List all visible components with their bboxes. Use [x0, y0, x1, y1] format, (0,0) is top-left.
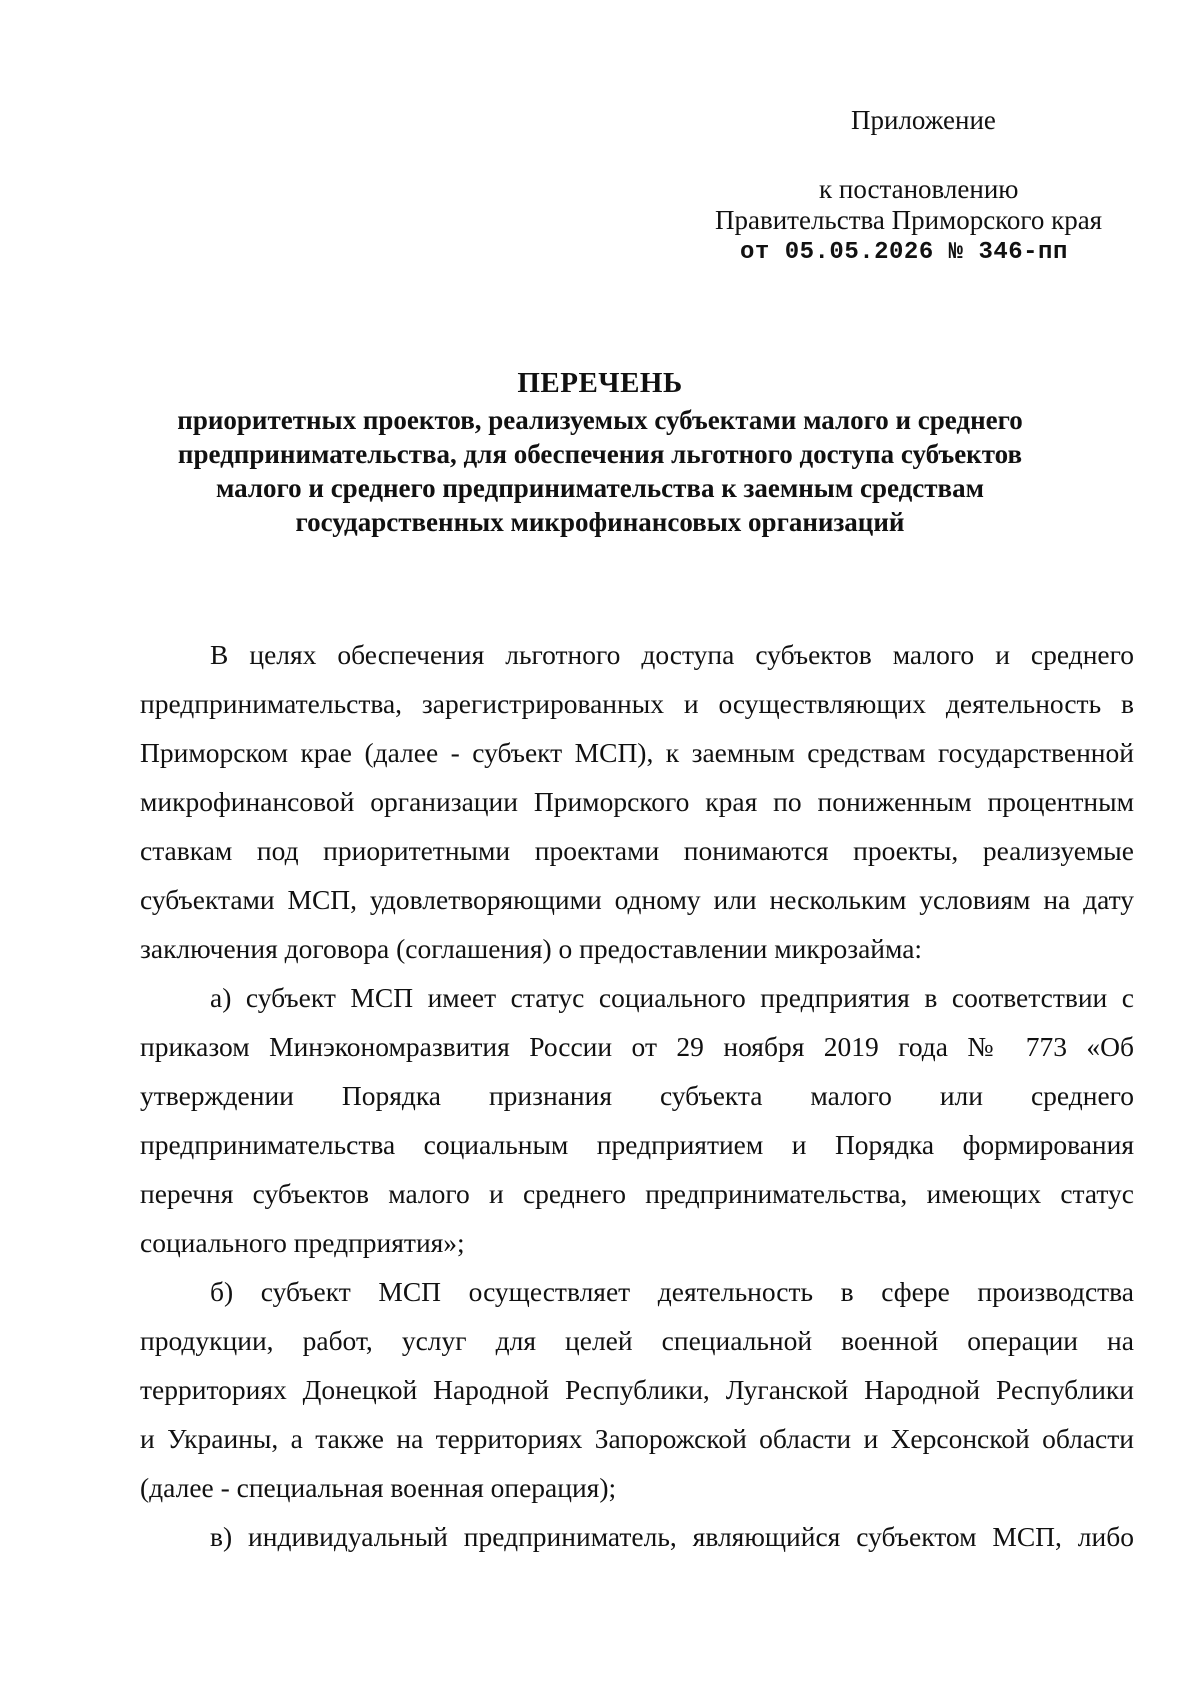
intro-line: предпринимательства, зарегистрированных и осуществляющих деятельность в	[140, 688, 1134, 719]
item-a-line: утверждении Порядка признания субъекта малого или среднего	[140, 1080, 1134, 1111]
item-b-line: и Украины, а также на территориях Запорожской области и Херсонской области	[140, 1423, 1134, 1454]
item-a-line: приказом Минэкономразвития России от 29 ноября 2019 года № 773 «Об	[140, 1031, 1134, 1062]
subtitle-line: предпринимательства, для обеспечения льготного доступа субъектов	[177, 439, 1023, 469]
resolution-date-number-stamp: от 05.05.2026 № 346-пп	[740, 239, 1068, 266]
appendix-government: Правительства Приморского края	[715, 205, 1103, 235]
document-title: ПЕРЕЧЕНЬ	[517, 367, 683, 399]
item-a-line: а) субъект МСП имеет статус социального предприятия в соответствии с	[210, 982, 1134, 1013]
intro-line: субъектами МСП, удовлетворяющими одному или нескольким условиям на дату	[140, 884, 1134, 915]
intro-line: микрофинансовой организации Приморского края по пониженным процентным	[140, 786, 1134, 817]
subtitle-line: малого и среднего предпринимательства к заемным средствам	[215, 473, 985, 503]
appendix-label: Приложение	[851, 105, 996, 135]
intro-line: В целях обеспечения льготного доступа субъектов малого и среднего	[210, 639, 1134, 670]
document-body	[140, 630, 1134, 1561]
subtitle-line: государственных микрофинансовых организаций	[295, 507, 905, 537]
item-a-line: перечня субъектов малого и среднего предпринимательства, имеющих статус	[140, 1178, 1134, 1209]
item-a-line: предпринимательства социальным предприятием и Порядка формирования	[140, 1129, 1134, 1160]
item-b-line: территориях Донецкой Народной Республики, Луганской Народной Республики	[140, 1374, 1134, 1405]
subtitle-line: приоритетных проектов, реализуемых субъектами малого и среднего	[177, 405, 1023, 435]
item-c-line: в) индивидуальный предприниматель, являющийся субъектом МСП, либо	[210, 1521, 1134, 1552]
item-a-line: социального предприятия»;	[140, 1227, 465, 1258]
intro-line: ставкам под приоритетными проектами понимаются проекты, реализуемые	[140, 835, 1134, 866]
intro-line: Приморском крае (далее - субъект МСП), к заемным средствам государственной	[140, 737, 1134, 768]
appendix-to-resolution: к постановлению	[819, 174, 1019, 204]
item-b-line: (далее - специальная военная операция);	[140, 1472, 617, 1503]
item-b-line: продукции, работ, услуг для целей специальной военной операции на	[140, 1325, 1134, 1356]
document-subtitle	[130, 403, 1070, 539]
item-b-line: б) субъект МСП осуществляет деятельность в сфере производства	[210, 1276, 1134, 1307]
intro-line: заключения договора (соглашения) о предоставлении микрозайма:	[140, 933, 923, 964]
